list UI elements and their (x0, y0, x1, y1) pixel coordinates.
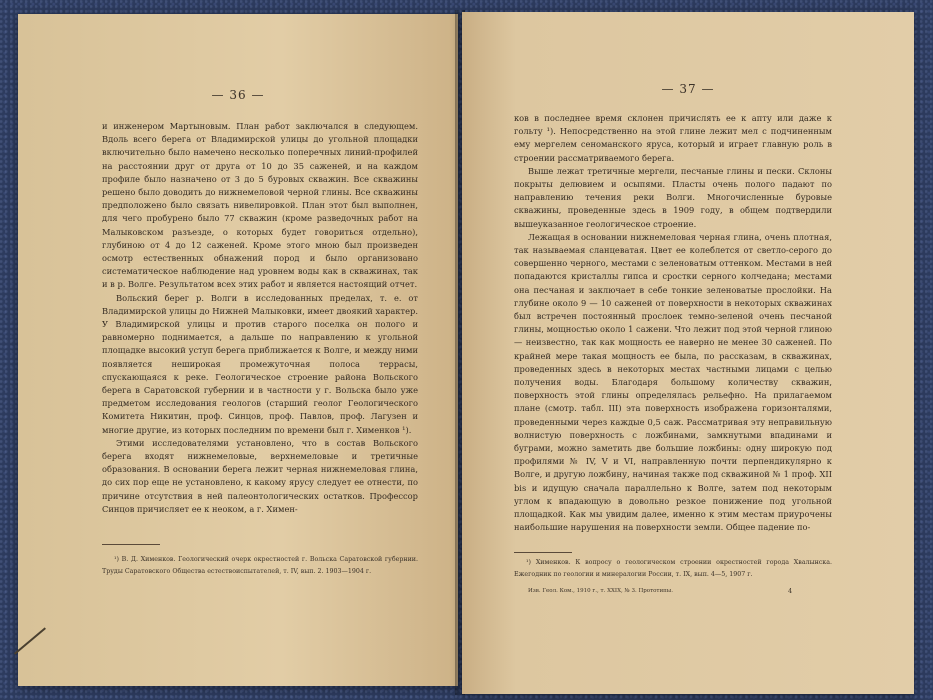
paragraph: Выше лежат третичные мергели, песчаные глины и пески. Склоны покрыты делювием и осыпями. Пласты очень полого падают по направлению течения реки Волги. Многочисленные буровые скважины, проведенные здесь в 1909 году, в общем подтвердили вышеуказанное геологическое строение. (514, 165, 832, 229)
paragraph: ков в последнее время склонен причислять ее к апту или даже к гольту ¹). Непосредственно на этой глине лежит мел с подчиненным ему мергелем сеноманского яруса, который и играет главную роль в строении рассматриваемого берега. (514, 113, 832, 163)
right-page (462, 12, 914, 694)
left-page (18, 14, 458, 686)
page-number-right: — 37 — (661, 82, 715, 96)
paragraph: Этими исследователями установлено, что в состав Вольского берега входят нижнемеловые, верхнемеловые и третичные образования. В основании берега лежит черная нижнемеловая глина, до сих пор еще не установлено, к какому ярусу следует ее отнести, по причине отсутствия в ней палеонтологических остатков. Профессор Синцов причисляет ее к неоком, а г. Химен- (102, 437, 418, 514)
page-number-left: — 36 — (211, 88, 265, 102)
journal-signature-line: Изв. Геол. Ком., 1910 г., т. XXIX, № 3. Прототипы. (528, 588, 673, 594)
footnote-rule (514, 552, 572, 553)
paragraph: Лежащая в основании нижнемеловая черная глина, очень плотная, так называемая сланцеватая. Цвет ее колеблется от светло-серого до совершенно черного, местами с зеленоватым оттенком. Местами в ней попадаются кристаллы гипса и сростки серного колчедана; местами она песчаная и заключает в себе тонкие зеленоватые прослойки. На глубине около 9 — 10 саженей от поверхности в некоторых скважинах был встречен постоянный прослоек темно-зеленой очень песчаной глины, мощностью около 1 сажени. Что лежит под этой черной глиною — неизвестно, так как мощность ее наверно не менее 30 саженей. По крайней мере такая мощность ее была, по рассказам, в скважинах, проведенных здесь в некоторых местах частными лицами с целью получения воды. Благодаря большому количеству скважин, поверхность этой глины определялась рельефно. На прилагаемом плане (смотр. табл. III) эта поверхность изображена горизонталями, проведенными через каждые 0,5 саж. Рассматривая эту неправильную волнистую поверхность с ложбинами, замкнутыми впадинами и буграми, можно заметить две большие ложбины: одну широкую под профилями № IV, V и VI, направленную почти перпендикулярно к Волге, и другую ложбину, начиная также под скважиной № 1 проф. XII bis и идущую сначала параллельно к Волге, затем под некоторым углом к впадающую в довольно резкое понижение под угольной площадкой. Как мы увидим далее, именно к этим местам приурочены наибольшие нарушения на поверхности земли. Общее падение по- (514, 231, 832, 533)
main-text-left (102, 120, 418, 516)
paragraph: Вольский берег р. Волги в исследованных пределах, т. е. от Владимирской улицы до Нижней Малыковки, имеет двоякий характер. У Владимирской улицы и против старого поселка он полого и равномерно поднимается, а дальше по направлению к угольной площадке высокий уступ берега приближается к Волге, и между ними появляется неширокая промежуточная полоса террасы, спускающаяся к реке. Геологическое строение района Вольского берега в Саратовской губернии и в частности у г. Вольска было уже предметом исследования геологов (старший геолог Геологического Комитета Никитин, проф. Синцов, проф. Павлов, проф. Лагузен и многие другие, из которых последним по времени был г. Хименков ¹). (102, 292, 418, 435)
footnote-right (514, 557, 832, 580)
footnote-rule (102, 544, 160, 545)
main-text-right (514, 112, 832, 535)
paragraph: и инженером Мартыновым. План работ заключался в следующем. Вдоль всего берега от Владимирской улицы до угольной площадки включительно было намечено несколько поперечных линий-профилей на расстоянии друг от друга от 10 до 35 саженей, и на каждом профиле было назначено от 3 до 5 буровых скважин. Все скважины решено было доводить до нижнемеловой черной глины. Все скважины предположено было связать нивелировкой. План этот был выполнен, для чего пробурено было 77 скважин (кроме разведочных работ на Малыковском разъезде, о которых будет говориться отдельно), глубиною от 4 до 12 саженей. Кроме этого мною был произведен осмотр естественных обнажений пород и было организовано систематическое наблюдение над уровнем воды как в скважинах, так и в р. Волге. Результатом всех этих работ и является настоящий отчет. (102, 121, 418, 290)
signature-number: 4 (788, 587, 793, 595)
footnote-text: ¹) Хименков. К вопросу о геологическом строении окрестностей города Хвалынска. Ежегодник по геологии и минералогии России, т. IX, вып. 4—5, 1907 г. (514, 559, 832, 578)
footnote-left (102, 554, 418, 577)
footnote-text: ¹) В. Д. Хименков. Геологический очерк окрестностей г. Вольска Саратовской губернии. Труды Саратовского Общества естествоиспытателей, т. IV, вып. 2. 1903—1904 г. (102, 556, 418, 575)
